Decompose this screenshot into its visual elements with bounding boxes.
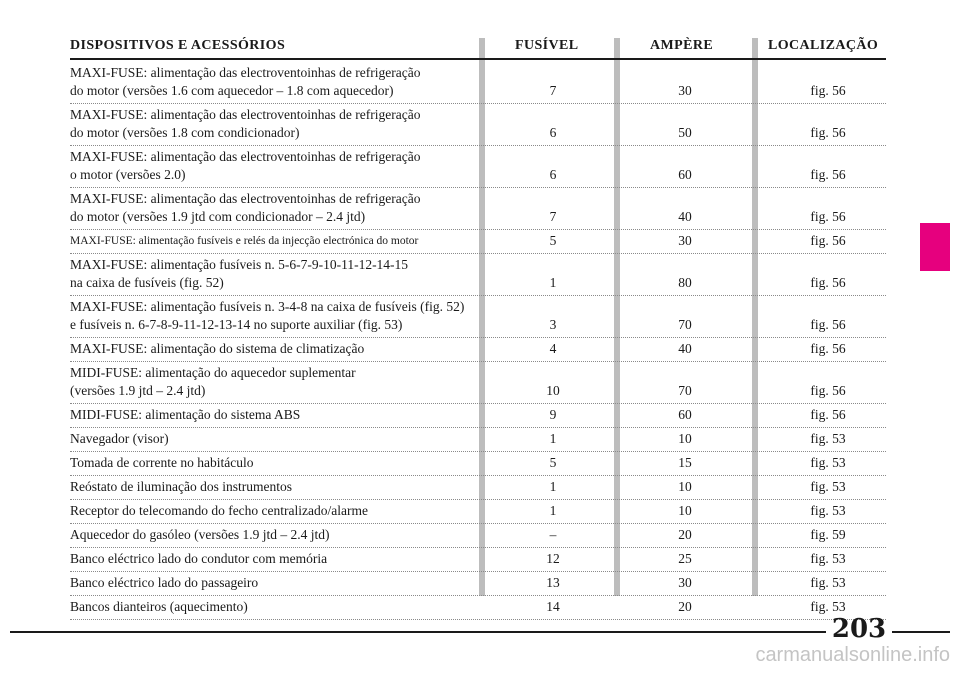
- device-description: [70, 148, 480, 184]
- amperage: 25: [678, 551, 692, 566]
- amperage: 30: [678, 233, 692, 248]
- amperage: 40: [678, 341, 692, 356]
- header-location: LOCALIZAÇÃO: [768, 38, 879, 53]
- location: fig. 56: [810, 125, 846, 140]
- location: fig. 56: [810, 209, 846, 224]
- description-line: Tomada de corrente no habitáculo: [70, 455, 254, 470]
- description-line: MIDI-FUSE: alimentação do sistema ABS: [70, 407, 301, 422]
- location: fig. 53: [810, 503, 846, 518]
- table-row: [70, 452, 886, 476]
- amperage: 60: [678, 167, 692, 182]
- device-description: [70, 574, 480, 592]
- amperage: 30: [678, 575, 692, 590]
- table-row: [70, 104, 886, 146]
- fuse-number: 1: [549, 479, 557, 494]
- device-description: [70, 478, 480, 496]
- description-line: Banco eléctrico lado do passageiro: [70, 575, 259, 590]
- page-number: 203: [831, 614, 887, 644]
- description-line: e fusíveis n. 6-7-8-9-11-12-13-14 no suporte auxiliar (fig. 53): [70, 317, 403, 332]
- amperage: 80: [678, 275, 692, 290]
- description-line: Bancos dianteiros (aquecimento): [70, 599, 248, 614]
- fuse-number: –: [549, 527, 557, 542]
- description-line: Navegador (visor): [70, 431, 169, 446]
- location: fig. 56: [810, 317, 846, 332]
- location: fig. 53: [810, 479, 846, 494]
- description-line: Reóstato de iluminação dos instrumentos: [70, 479, 292, 494]
- amperage: 15: [678, 455, 692, 470]
- description-line: Banco eléctrico lado do condutor com memória: [70, 551, 328, 566]
- table-row: [70, 362, 886, 404]
- fuse-number: 10: [546, 383, 560, 398]
- device-description: [70, 190, 480, 226]
- table-row: [70, 524, 886, 548]
- device-description: [70, 502, 480, 520]
- description-line: MAXI-FUSE: alimentação fusíveis n. 3-4-8 na caixa de fusíveis (fig. 52): [70, 299, 465, 314]
- location: fig. 56: [810, 83, 846, 98]
- table-row: [70, 296, 886, 338]
- fuse-number: 1: [549, 503, 557, 518]
- amperage: 70: [678, 317, 692, 332]
- description-line: MAXI-FUSE: alimentação das electroventoinhas de refrigeração: [70, 149, 421, 164]
- location: fig. 59: [810, 527, 846, 542]
- table-row: [70, 146, 886, 188]
- fuse-number: 14: [546, 599, 560, 614]
- fuse-number: 7: [549, 209, 557, 224]
- description-line: o motor (versões 2.0): [70, 167, 186, 182]
- location: fig. 56: [810, 233, 846, 248]
- fuse-number: 13: [546, 575, 560, 590]
- amperage: 10: [678, 431, 692, 446]
- table-row: [70, 338, 886, 362]
- table-row: [70, 188, 886, 230]
- amperage: 20: [678, 599, 692, 614]
- device-description: [70, 232, 480, 250]
- location: fig. 53: [810, 575, 846, 590]
- footer-rule-right: [892, 631, 950, 633]
- amperage: 60: [678, 407, 692, 422]
- header-amp: AMPÈRE: [650, 38, 714, 53]
- device-description: [70, 298, 480, 334]
- amperage: 10: [678, 479, 692, 494]
- amperage: 50: [678, 125, 692, 140]
- device-description: [70, 340, 480, 358]
- fuse-number: 6: [549, 167, 557, 182]
- location: fig. 56: [810, 275, 846, 290]
- description-line: MAXI-FUSE: alimentação das electroventoinhas de refrigeração: [70, 65, 421, 80]
- fuse-table: [70, 62, 886, 620]
- amperage: 70: [678, 383, 692, 398]
- fuse-number: 3: [549, 317, 557, 332]
- fuse-number: 7: [549, 83, 557, 98]
- location: fig. 56: [810, 383, 846, 398]
- description-line: MAXI-FUSE: alimentação fusíveis e relés da injecção electrónica do motor: [70, 235, 419, 247]
- table-row: [70, 230, 886, 254]
- fuse-number: 9: [549, 407, 557, 422]
- location: fig. 56: [810, 407, 846, 422]
- device-description: [70, 364, 480, 400]
- amperage: 20: [678, 527, 692, 542]
- description-line: MAXI-FUSE: alimentação das electroventoinhas de refrigeração: [70, 107, 421, 122]
- fuse-number: 6: [549, 125, 557, 140]
- device-description: [70, 406, 480, 424]
- table-row: [70, 596, 886, 620]
- description-line: (versões 1.9 jtd – 2.4 jtd): [70, 383, 206, 398]
- description-line: MAXI-FUSE: alimentação das electroventoinhas de refrigeração: [70, 191, 421, 206]
- fuse-number: 1: [549, 275, 557, 290]
- fuse-number: 1: [549, 431, 557, 446]
- description-line: na caixa de fusíveis (fig. 52): [70, 275, 224, 290]
- amperage: 30: [678, 83, 692, 98]
- device-description: [70, 106, 480, 142]
- table-row: [70, 500, 886, 524]
- description-line: Receptor do telecomando do fecho centralizado/alarme: [70, 503, 368, 518]
- header-fuse: FUSÍVEL: [515, 38, 579, 53]
- table-row: [70, 476, 886, 500]
- table-row: [70, 62, 886, 104]
- location: fig. 53: [810, 551, 846, 566]
- device-description: [70, 550, 480, 568]
- fuse-number: 5: [549, 233, 557, 248]
- device-description: [70, 454, 480, 472]
- amperage: 10: [678, 503, 692, 518]
- description-line: do motor (versões 1.8 com condicionador): [70, 125, 300, 140]
- amperage: 40: [678, 209, 692, 224]
- description-line: do motor (versões 1.6 com aquecedor – 1.8 com aquecedor): [70, 83, 394, 98]
- footer-rule-left: [10, 631, 826, 633]
- device-description: [70, 256, 480, 292]
- description-line: MAXI-FUSE: alimentação do sistema de climatização: [70, 341, 365, 356]
- device-description: [70, 64, 480, 100]
- device-description: [70, 526, 480, 544]
- table-row: [70, 254, 886, 296]
- table-row: [70, 428, 886, 452]
- table-row: [70, 572, 886, 596]
- table-row: [70, 548, 886, 572]
- device-description: [70, 598, 480, 616]
- section-tab-marker: [920, 223, 950, 271]
- location: fig. 56: [810, 341, 846, 356]
- description-line: Aquecedor do gasóleo (versões 1.9 jtd – 2.4 jtd): [70, 527, 330, 542]
- fuse-number: 12: [546, 551, 560, 566]
- header-device: DISPOSITIVOS E ACESSÓRIOS: [70, 38, 286, 53]
- watermark: carmanualsonline.info: [755, 644, 950, 666]
- location: fig. 53: [810, 455, 846, 470]
- description-line: MIDI-FUSE: alimentação do aquecedor suplementar: [70, 365, 356, 380]
- description-line: do motor (versões 1.9 jtd com condicionador – 2.4 jtd): [70, 209, 366, 224]
- description-line: MAXI-FUSE: alimentação fusíveis n. 5-6-7-9-10-11-12-14-15: [70, 257, 409, 272]
- device-description: [70, 430, 480, 448]
- fuse-number: 4: [549, 341, 557, 356]
- location: fig. 53: [810, 431, 846, 446]
- table-header: [70, 36, 886, 60]
- table-row: [70, 404, 886, 428]
- fuse-number: 5: [549, 455, 557, 470]
- location: fig. 56: [810, 167, 846, 182]
- location: fig. 53: [810, 599, 846, 614]
